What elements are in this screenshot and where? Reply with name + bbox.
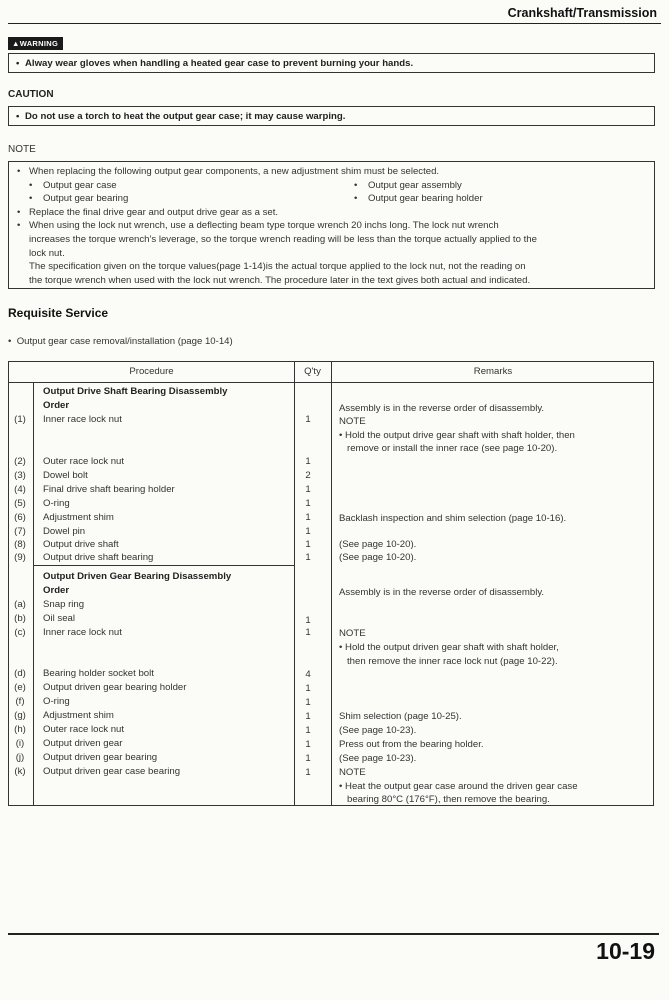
row-qty: 4 [305, 669, 311, 680]
note-wrench-line-3: lock nut. [29, 247, 65, 259]
requisite-item-text: Output gear case removal/installation (page 10-14) [16, 336, 233, 347]
row-part: Bearing holder socket bolt [43, 668, 154, 679]
row-qty: 1 [305, 526, 311, 537]
header-divider [9, 382, 653, 383]
row-qty: 1 [305, 414, 311, 425]
row-part: O-ring [43, 696, 70, 707]
group2-remark-assembly: Assembly is in the reverse order of disassembly. [339, 587, 545, 598]
caution-box [8, 106, 655, 126]
bullet: • [16, 111, 20, 122]
note-wrench-line-1: When using the lock nut wrench, use a deflecting beam type torque wrench 20 inchs long. The lock nut wrench [29, 220, 499, 232]
row-qty: 1 [305, 697, 311, 708]
group2-remark-press: Press out from the bearing holder. [339, 739, 484, 750]
row-part: Adjustment shim [43, 512, 114, 523]
row-qty: 1 [305, 711, 311, 722]
group1-title: Output Drive Shaft Bearing Disassembly [43, 386, 228, 397]
row-qty: 1 [305, 456, 311, 467]
bullet: • [29, 179, 33, 191]
note-title: NOTE [8, 144, 36, 155]
row-number: (a) [14, 599, 26, 610]
row-part: Dowel bolt [43, 470, 88, 481]
row-part: Output drive shaft bearing [43, 552, 154, 563]
group1-remark-hold-2: remove or install the inner race (see page 10-20). [347, 443, 558, 454]
row-qty: 1 [305, 627, 311, 638]
row-qty: 1 [305, 498, 311, 509]
row-number: (i) [15, 738, 25, 749]
group1-remark-see-2: (See page 10-20). [339, 552, 417, 563]
header-rule [8, 23, 661, 24]
group2-order: Order [43, 585, 70, 596]
note-replace: Replace the final drive gear and output drive gear as a set. [29, 206, 279, 218]
group-divider [33, 565, 294, 566]
col-divider [331, 362, 332, 805]
bullet: • [8, 336, 12, 347]
bullet: • [354, 179, 358, 191]
group2-remark-heat-2: bearing 80°C (176°F), then remove the bearing. [347, 794, 550, 805]
requisite-title: Requisite Service [8, 306, 109, 320]
header-qty: Q'ty [304, 366, 321, 377]
note-wrench-line-2: increases the torque wrench's leverage, so the torque wrench reading will be less than the torque actually applied to the [29, 233, 537, 245]
group1-remark-see-1: (See page 10-20). [339, 539, 417, 550]
col-divider [294, 362, 295, 805]
component-2: Output gear assembly [368, 179, 462, 191]
warning-triangle-icon: ▲ [12, 39, 20, 48]
bullet: • [16, 58, 20, 69]
row-part: Output driven gear bearing [43, 752, 158, 763]
group2-remark-shim: Shim selection (page 10-25). [339, 711, 462, 722]
note-spec-line-2: the torque wrench when used with the lock nut wrench. The procedure later in the text gives both actual and indicated. [29, 274, 531, 286]
warning-badge-label: WARNING [19, 39, 59, 48]
row-number: (4) [14, 484, 26, 495]
note-box [8, 161, 655, 289]
caution-text: Do not use a torch to heat the output gear case; it may cause warping. [25, 111, 346, 122]
row-number: (h) [14, 724, 26, 735]
col-divider [33, 382, 34, 805]
row-part: Adjustment shim [43, 710, 114, 721]
row-qty: 1 [305, 484, 311, 495]
group2-remark-see-2: (See page 10-23). [339, 753, 417, 764]
group1-remark-backlash: Backlash inspection and shim selection (page 10-16). [339, 513, 567, 524]
group2-title: Output Driven Gear Bearing Disassembly [43, 571, 232, 582]
row-qty: 1 [305, 725, 311, 736]
warning-text: Alway wear gloves when handling a heated gear case to prevent burning your hands. [25, 58, 414, 69]
row-number: (j) [15, 752, 25, 763]
group2-remark-note-2: NOTE [339, 767, 366, 778]
group2-remark-hold-1: • Hold the output driven gear shaft with shaft holder, [339, 642, 559, 653]
row-part: Output drive shaft [43, 539, 119, 550]
row-part: Dowel pin [43, 526, 86, 537]
row-part: Oil seal [43, 613, 75, 624]
row-number: (e) [14, 682, 26, 693]
header-remarks: Remarks [473, 366, 513, 377]
group2-remark-heat-1: • Heat the output gear case around the driven gear case [339, 781, 578, 792]
component-1: Output gear case [43, 179, 117, 191]
footer-rule [8, 933, 659, 935]
header-procedure: Procedure [129, 366, 174, 377]
procedure-table [8, 361, 654, 806]
row-number: (d) [14, 668, 26, 679]
row-number: (g) [14, 710, 26, 721]
row-number: (7) [14, 526, 26, 537]
row-number: (9) [14, 552, 26, 563]
row-number: (8) [14, 539, 26, 550]
row-number: (c) [14, 627, 26, 638]
row-part: Final drive shaft bearing holder [43, 484, 175, 495]
row-part: Outer race lock nut [43, 456, 125, 467]
group1-order: Order [43, 400, 70, 411]
row-number: (f) [15, 696, 25, 707]
row-qty: 1 [305, 539, 311, 550]
row-number: (b) [14, 613, 26, 624]
row-qty: 1 [305, 512, 311, 523]
row-number: (2) [14, 456, 26, 467]
row-number: (6) [14, 512, 26, 523]
row-number: (k) [14, 766, 26, 777]
note-intro: When replacing the following output gear components, a new adjustment shim must be selected. [29, 166, 440, 177]
group2-remark-note: NOTE [339, 628, 366, 639]
row-qty: 1 [305, 615, 311, 626]
row-qty: 1 [305, 552, 311, 563]
bullet: • [17, 206, 21, 218]
group1-remark-note: NOTE [339, 416, 366, 427]
bullet: • [17, 166, 21, 177]
row-qty: 1 [305, 767, 311, 778]
caution-title: CAUTION [8, 89, 54, 100]
bullet: • [17, 220, 21, 232]
row-qty: 1 [305, 753, 311, 764]
row-part: O-ring [43, 498, 70, 509]
requisite-item [8, 336, 233, 347]
note-spec-line-1: The specification given on the torque values(page 1-14)is the actual torque applied to the lock nut, not the reading on [29, 261, 526, 273]
row-part: Inner race lock nut [43, 414, 122, 425]
row-part: Snap ring [43, 599, 85, 610]
component-4: Output gear bearing holder [368, 193, 483, 205]
row-part: Output driven gear case bearing [43, 766, 181, 777]
row-qty: 1 [305, 683, 311, 694]
row-part: Output driven gear bearing holder [43, 682, 187, 693]
row-part: Inner race lock nut [43, 627, 122, 638]
row-number: (5) [14, 498, 26, 509]
component-3: Output gear bearing [43, 193, 129, 205]
group1-remark-hold-1: • Hold the output drive gear shaft with shaft holder, then [339, 430, 575, 441]
warning-badge [8, 37, 63, 50]
bullet: • [29, 193, 33, 205]
row-part: Outer race lock nut [43, 724, 125, 735]
group2-remark-see-1: (See page 10-23). [339, 725, 417, 736]
row-part: Output driven gear [43, 738, 123, 749]
row-qty: 2 [305, 470, 311, 481]
section-title: Crankshaft/Transmission [507, 6, 657, 20]
group2-remark-hold-2: then remove the inner race lock nut (page 10-22). [347, 656, 558, 667]
warning-box [8, 53, 655, 73]
row-qty: 1 [305, 739, 311, 750]
group1-remark-assembly: Assembly is in the reverse order of disassembly. [339, 403, 545, 414]
bullet: • [354, 193, 358, 205]
page-number: 10-19 [596, 938, 655, 964]
row-number: (1) [14, 414, 26, 425]
row-number: (3) [14, 470, 26, 481]
